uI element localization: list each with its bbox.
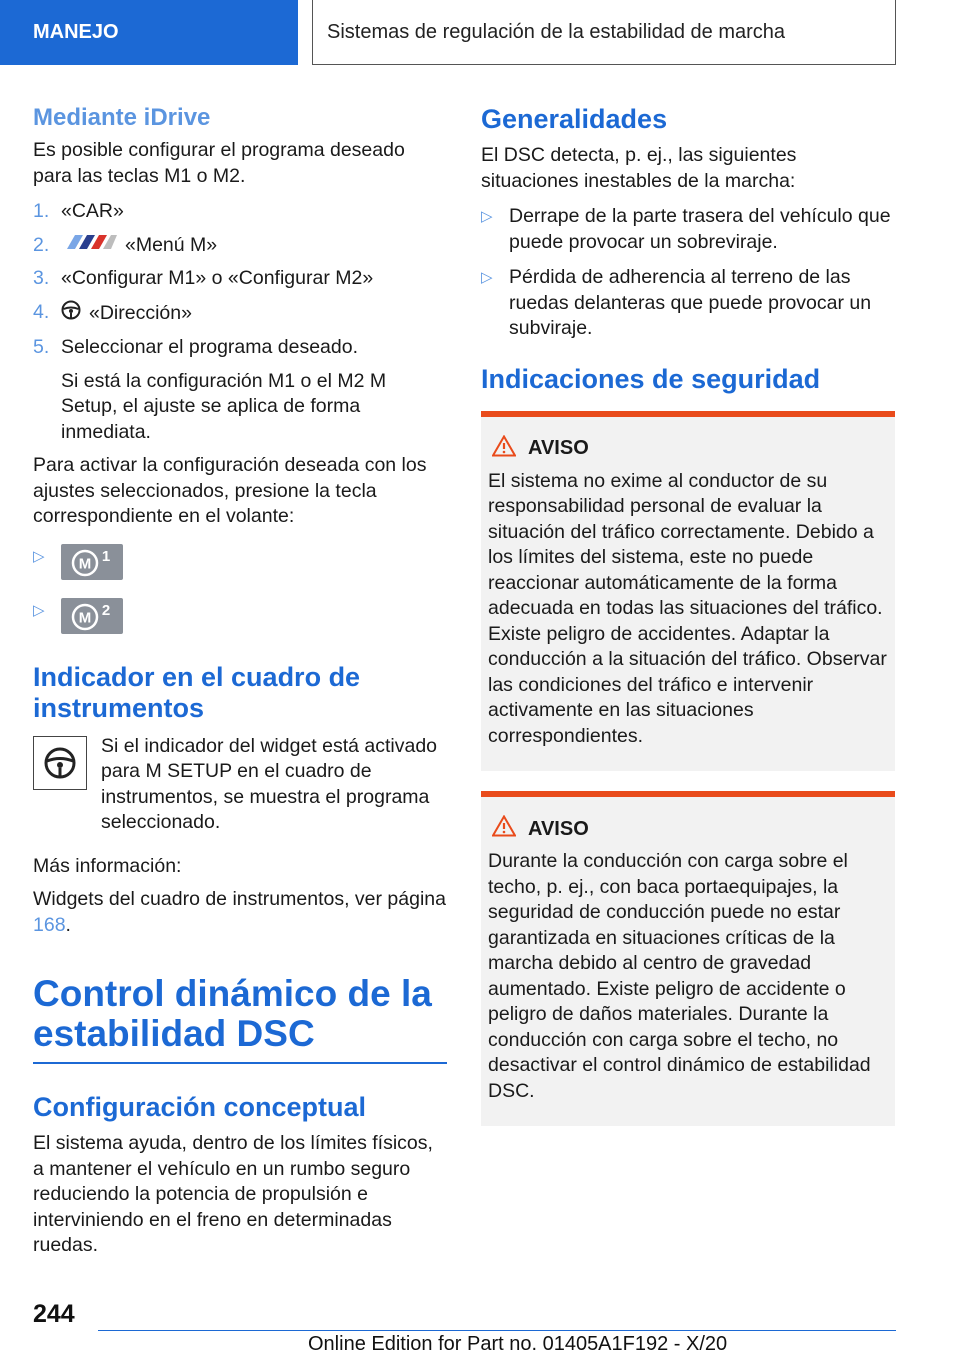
more-info-text: Widgets del cuadro de instrumentos, ver página <box>33 888 446 911</box>
indicator-heading: Indicador en el cuadro de instrumentos <box>33 661 361 723</box>
idrive-intro: Es posible configurar el programa deseado para las teclas M1 o M2. <box>33 139 405 187</box>
more-info-paragraph <box>33 887 447 938</box>
m2-button-icon <box>61 598 123 634</box>
footer-rule <box>98 1330 896 1331</box>
header-section-label: MANEJO <box>33 21 119 43</box>
list-item <box>481 265 895 342</box>
concept-heading: Configuración conceptual <box>33 1092 367 1123</box>
triangle-bullet-icon: ▷ <box>33 601 45 619</box>
indicator-text: Si el indicador del widget está activado para M SETUP en el cuadro de instrumentos, se muestra el programa seleccionado. <box>101 734 438 834</box>
step-text: «CAR» <box>61 200 124 222</box>
m1-number: 1 <box>101 547 111 565</box>
warning-title-text: AVISO <box>528 437 589 459</box>
warning-text: Durante la conducción con carga sobre el techo, p. ej., con baca portaequipajes, la seguridad de conducción puede no estar garantizada en situaciones críticas de la marcha debido al centro de gravedad aumentado. Existe peligro de accidente o peligro de daños materiales. Durante la conducción con carga sobre el techo, no desactivar el control dinámico de estabilidad DSC. <box>488 850 871 1102</box>
activate-text: Para activar la configuración deseada con los ajustes seleccionados, presione la tecla correspondiente en el volante: <box>33 454 427 528</box>
indicator-block <box>33 734 447 836</box>
step-number: 4. <box>33 300 50 323</box>
more-info-end: . <box>65 913 71 936</box>
header-title: Sistemas de regulación de la estabilidad de marcha <box>327 20 786 43</box>
warning-title-text: AVISO <box>528 817 589 840</box>
triangle-bullet-icon: ▷ <box>481 269 493 286</box>
m-stripes-icon <box>61 233 117 259</box>
step-item <box>33 266 447 292</box>
concept-text: El sistema ayuda, dentro de los límites físicos, a mantener el vehículo en un rumbo seguro reduciendo la potencia de propulsión e interviniendo en el freno en determinadas ruedas. <box>33 1132 433 1257</box>
steering-wheel-icon <box>61 300 81 328</box>
step-subtext: Si está la configuración M1 o el M2 M Setup, el ajuste se aplica de forma inmediata. <box>61 369 387 443</box>
footer-edition: Online Edition for Part no. 01405A1F192 - X/20 <box>308 1333 728 1355</box>
step-item <box>33 199 447 225</box>
step-text: «Configurar M1» o «Configurar M2» <box>61 267 374 290</box>
right-column <box>481 100 895 1126</box>
dsc-heading-block <box>33 974 447 1064</box>
m-button-item <box>33 544 447 580</box>
step-text: «Menú M» <box>125 233 218 256</box>
triangle-bullet-icon: ▷ <box>33 547 45 565</box>
list-item <box>481 204 895 255</box>
idrive-heading: Mediante iDrive <box>33 104 211 131</box>
list-item-text: Derrape de la parte trasera del vehículo que puede provocar un sobreviraje. <box>509 205 891 253</box>
header-section-tab <box>0 0 298 65</box>
left-column <box>33 100 447 1259</box>
warning-triangle-icon <box>492 815 528 843</box>
m-button-item <box>33 598 447 634</box>
safety-heading: Indicaciones de seguridad <box>481 363 821 394</box>
header-title-box <box>312 0 896 65</box>
step-number: 3. <box>33 267 50 290</box>
general-intro: El DSC detecta, p. ej., las siguientes situaciones inestables de la marcha: <box>481 144 797 192</box>
warning-box <box>481 791 895 1126</box>
steering-wheel-indicator-icon <box>33 736 87 790</box>
warning-title <box>488 815 888 843</box>
step-item <box>33 335 447 445</box>
step-text: «Dirección» <box>89 301 192 324</box>
m-button-list <box>33 544 447 634</box>
triangle-bullet-icon: ▷ <box>481 208 493 225</box>
step-item <box>33 300 447 328</box>
idrive-steps <box>33 199 447 445</box>
m1-letter: M <box>78 555 92 573</box>
step-number: 1. <box>33 200 50 222</box>
warning-text: El sistema no exime al conductor de su responsabilidad personal de evaluar la situación del tráfico correctamente. Debido a los límites del sistema, este no puede reaccionar automáticamente de la forma adecuada en todas las situaciones del tráfico. Existe peligro de accidentes. Adaptar la conducción a la situación del tráfico. Observar las condiciones del tráfico e intervenir activamente en las situaciones correspondientes. <box>488 469 887 747</box>
warning-triangle-icon <box>492 435 528 463</box>
general-heading: Generalidades <box>481 104 668 134</box>
dsc-heading: Control dinámico de la estabilidad DSC <box>33 973 432 1055</box>
dsc-situations-list <box>481 204 895 342</box>
step-text: Seleccionar el programa deseado. <box>61 336 359 359</box>
more-info-label: Más información: <box>33 854 182 877</box>
page-number: 244 <box>33 1300 75 1328</box>
m2-number: 2 <box>101 601 111 619</box>
step-number: 2. <box>33 233 50 256</box>
step-number: 5. <box>33 336 50 359</box>
step-item <box>33 233 447 259</box>
warning-title <box>488 435 888 463</box>
page-link-168[interactable]: 168 <box>33 913 66 936</box>
m2-letter: M <box>78 609 92 627</box>
list-item-text: Pérdida de adherencia al terreno de las ruedas delanteras que puede provocar un subviraje. <box>509 266 872 339</box>
m1-button-icon <box>61 544 123 580</box>
warning-box <box>481 411 895 772</box>
